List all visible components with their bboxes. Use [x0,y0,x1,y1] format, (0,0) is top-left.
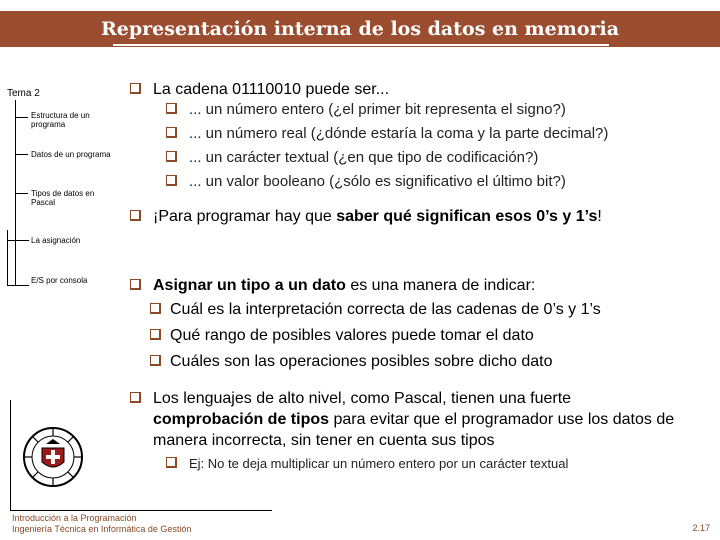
checkbox-bullet-icon [150,329,161,340]
sidebar-item-es-consola[interactable]: E/S por consola [31,276,88,285]
title-top-strip [0,0,720,11]
sub-bullet-text: Cuál es la interpretación correcta de las cadenas de 0’s y 1’s [170,301,601,318]
bullet-text [153,206,602,227]
text-run-bold: Asignar un tipo a un dato [153,277,346,294]
text-run-bold: comprobación de tipos [153,411,330,428]
sidebar-item-datos[interactable]: Datos de un programa [31,150,111,159]
sub-bullet-text: Ej: No te deja multiplicar un número entero por un carácter textual [189,456,569,471]
footer-degree: Ingeniería Técnica en Informática de Gestión [12,524,192,534]
checkbox-bullet-icon [166,457,177,468]
sidebar-branch [7,285,29,286]
title-underline [113,44,609,46]
sub-bullet [150,325,534,346]
text-run: ¡Para programar hay que [153,208,337,225]
sub-bullet-text: ... un número entero (¿el primer bit representa el signo?) [189,101,566,118]
sub-bullet-text: Qué rango de posibles valores puede tomar el dato [170,327,534,344]
checkbox-bullet-icon [166,151,177,162]
bullet-text: La cadena 01110010 puede ser... [153,81,390,98]
text-run: ! [597,208,602,225]
checkbox-bullet-icon [166,175,177,186]
bullet-p3 [130,275,700,296]
bullet-p1 [130,79,389,100]
sub-bullet-text: Cuáles son las operaciones posibles sobre dicho dato [170,353,553,370]
text-run-bold: saber qué significan esos 0’s y 1’s [336,208,598,225]
sub-bullet-text: ... un carácter textual (¿en que tipo de codificación?) [189,149,539,166]
footer-vertical-rule [10,400,11,510]
checkbox-bullet-icon [130,83,141,94]
sub-bullet [166,147,538,168]
sidebar-branch [15,193,28,194]
sub-bullet [166,453,568,474]
checkbox-bullet-icon [150,303,161,314]
slide-title: Representación interna de los datos en memoria [100,18,620,40]
sidebar-tree-line-outer [7,230,8,286]
title-bar [0,0,720,47]
sidebar-tema: Tema 2 [7,88,40,99]
sub-bullet [150,299,601,320]
checkbox-bullet-icon [166,127,177,138]
checkbox-bullet-icon [150,355,161,366]
footer-horizontal-rule [10,510,272,511]
footer-course: Introducción a la Programación [12,513,137,523]
sidebar-branch [15,117,28,118]
sub-bullet-text: ... un número real (¿dónde estaría la coma y la parte decimal?) [189,125,609,142]
text-run: es una manera de indicar: [345,277,536,294]
checkbox-bullet-icon [130,392,141,403]
page-number: 2.17 [692,523,710,533]
sidebar-item-asignacion[interactable]: La asignación [31,236,81,245]
sidebar-item-estructura[interactable]: Estructura de un programa [31,111,90,129]
sub-bullet-text: ... un valor booleano (¿sólo es significativo el último bit?) [189,173,566,190]
checkbox-bullet-icon [166,103,177,114]
bullet-p2 [130,206,602,227]
sub-bullet [150,351,552,372]
sub-bullet [166,123,608,144]
bullet-p4 [130,388,685,451]
bullet-text [153,388,685,451]
checkbox-bullet-icon [130,210,141,221]
sidebar-branch [15,154,28,155]
sub-bullet [166,171,566,192]
sidebar-branch [7,240,29,241]
text-run: para evitar que el programador use los datos de manera incorrecta, sin tener en cuenta sus tipos [153,411,675,449]
text-run: Los lenguajes de alto nivel, como Pascal, tienen una fuerte [153,390,572,407]
university-crest-icon [22,426,84,488]
checkbox-bullet-icon [130,279,141,290]
bullet-text [153,275,535,296]
sub-bullet [166,99,566,120]
sidebar-item-tipos[interactable]: Tipos de datos en Pascal [31,189,95,207]
